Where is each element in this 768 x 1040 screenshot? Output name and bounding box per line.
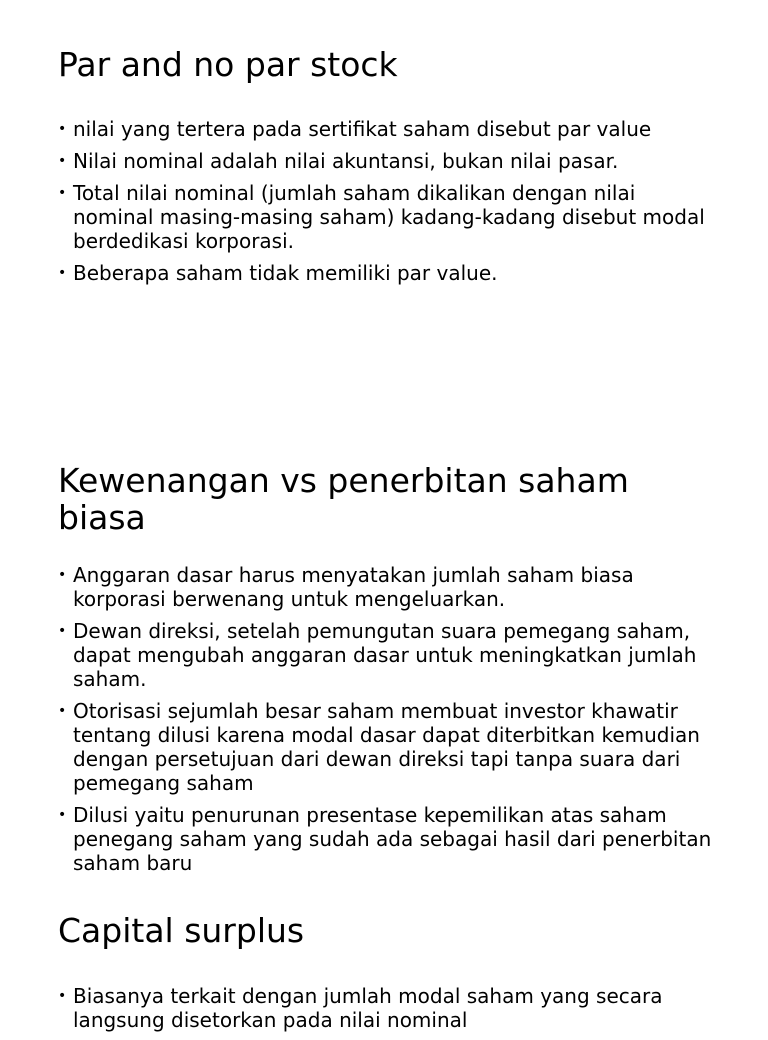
bullet-item [58, 181, 718, 253]
slide-title: Par and no par stock [58, 45, 398, 84]
slide-kewenangan-vs-penerbitan [58, 462, 718, 883]
bullet-dot-icon: • [58, 265, 67, 281]
slide-par-and-no-par-stock [58, 46, 718, 293]
bullet-dot-icon: • [58, 567, 67, 583]
bullet-list [58, 984, 718, 1032]
bullet-text: nilai yang tertera pada sertifikat saham disebut par value [73, 117, 652, 141]
bullet-item [58, 699, 718, 795]
bullet-dot-icon: • [58, 988, 67, 1004]
bullet-text: Total nilai nominal (jumlah saham dikalikan dengan nilai nominal masing-masing saham) kadang-kadang disebut modal berdedikasi korporasi. [73, 181, 705, 253]
bullet-dot-icon: • [58, 703, 67, 719]
bullet-item [58, 117, 718, 141]
bullet-text: Otorisasi sejumlah besar saham membuat investor khawatir tentang dilusi karena modal dasar dapat diterbitkan kemudian dengan persetujuan dari dewan direksi tapi tanpa suara dari pemegang saham [73, 699, 700, 795]
bullet-text: Dewan direksi, setelah pemungutan suara pemegang saham, dapat mengubah anggaran dasar untuk meningkatkan jumlah saham. [73, 619, 697, 691]
bullet-text: Nilai nominal adalah nilai akuntansi, bukan nilai pasar. [73, 149, 619, 173]
bullet-dot-icon: • [58, 185, 67, 201]
bullet-text: Biasanya terkait dengan jumlah modal saham yang secara langsung disetorkan pada nilai nominal [73, 984, 663, 1032]
bullet-item [58, 984, 718, 1032]
bullet-text: Beberapa saham tidak memiliki par value. [73, 261, 498, 285]
bullet-dot-icon: • [58, 153, 67, 169]
slide-title: Kewenangan vs penerbitan saham biasa [58, 461, 629, 537]
bullet-text: Dilusi yaitu penurunan presentase kepemilikan atas saham penegang saham yang sudah ada sebagai hasil dari penerbitan saham baru [73, 803, 712, 875]
bullet-list [58, 563, 718, 875]
bullet-item [58, 563, 718, 611]
bullet-item [58, 149, 718, 173]
bullet-item [58, 261, 718, 285]
bullet-item [58, 619, 718, 691]
bullet-text: Anggaran dasar harus menyatakan jumlah saham biasa korporasi berwenang untuk mengeluarkan. [73, 563, 634, 611]
bullet-dot-icon: • [58, 121, 67, 137]
slide-title: Capital surplus [58, 911, 305, 950]
bullet-dot-icon: • [58, 623, 67, 639]
bullet-list [58, 117, 718, 285]
slide-capital-surplus [58, 912, 718, 1040]
bullet-item [58, 803, 718, 875]
bullet-dot-icon: • [58, 807, 67, 823]
